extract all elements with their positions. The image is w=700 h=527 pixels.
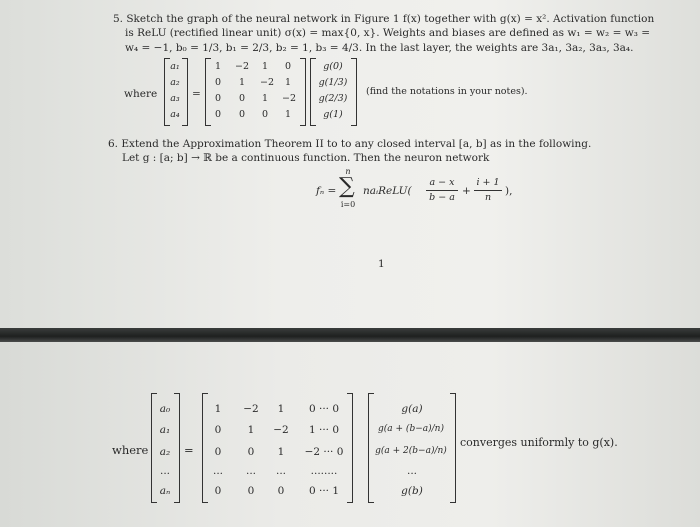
bottom-matrix-cell: −2 [243, 403, 259, 415]
problem6-line1: 6. Extend the Approximation Theorem II to to any closed interval [a, b] as in the following. [108, 138, 592, 150]
formula-body: naᵢReLU( [363, 185, 412, 197]
matrix-cell: 0 [238, 109, 246, 120]
matrix-cell: 1 [214, 61, 222, 72]
matrix-cell: 1 [284, 109, 292, 120]
matrix-cell: 0 [238, 93, 246, 104]
bottom-a-vector-entry: a₀ [159, 403, 171, 415]
g-vector-entry: g(2/3) [318, 93, 348, 104]
bottom-matrix-cell: 0 ··· 0 [308, 403, 340, 415]
bottom-matrix-cell: 0 [247, 485, 255, 497]
fraction1-bar [426, 190, 458, 191]
bottom-a-vector-right-bracket [174, 393, 180, 503]
bottom-g-vector-entry: g(a + 2(b−a)/n) [375, 446, 447, 456]
bottom-a-vector-entry: ... [159, 465, 170, 477]
bottom-matrix-cell: 0 [214, 424, 222, 436]
bottom-g-vector-entry: ... [406, 465, 417, 477]
bottom-matrix-cell: 0 [214, 485, 222, 497]
bottom-matrix-cell: 0 [214, 446, 222, 458]
where-label: where [124, 88, 158, 100]
problem6-line2: Let g : [a; b] → ℝ be a continuous function. Then the neuron network [122, 152, 490, 164]
formula-lhs: fₙ = [316, 185, 337, 197]
matrix-cell: −2 [281, 93, 296, 104]
bottom-matrix-cell: ... [212, 465, 223, 477]
fraction2-denominator: n [484, 192, 492, 203]
page-divider [0, 328, 700, 342]
matrix-cell: 0 [261, 109, 269, 120]
page-number: 1 [378, 258, 385, 270]
sum-upper-limit: n [345, 167, 351, 176]
equals-sign: = [192, 88, 201, 100]
matrix-cell: 0 [214, 93, 222, 104]
bottom-equals-sign: = [184, 443, 194, 457]
bottom-matrix-cell: ........ [310, 465, 338, 477]
formula-end: ), [505, 185, 513, 197]
bottom-g-vector-right-bracket [450, 393, 456, 503]
bottom-g-vector-entry: g(b) [401, 485, 423, 497]
a-vector-entry: a₂ [170, 77, 180, 88]
fraction1-numerator: a − x [429, 177, 455, 188]
fraction1-denominator: b − a [429, 192, 455, 203]
g-vector-entry: g(0) [323, 61, 343, 72]
bottom-g-vector-entry: g(a) [401, 403, 423, 415]
a-vector-right-bracket [182, 58, 188, 126]
fraction2-bar [474, 190, 502, 191]
a-vector-entry: a₁ [170, 61, 180, 72]
matrix-cell: 1 [261, 93, 269, 104]
bottom-matrix-cell: −2 [273, 424, 289, 436]
bottom-matrix-cell: 1 [214, 403, 222, 415]
bottom-where-label: where [112, 443, 149, 457]
problem5-line1: 5. Sketch the graph of the neural network in Figure 1 f(x) together with g(x) = x². Activation function [113, 13, 655, 25]
matrix-cell: 0 [214, 77, 222, 88]
bottom-matrix-left-bracket [202, 393, 208, 503]
bottom-matrix-cell: 1 [277, 446, 285, 458]
notation-note: (find the notations in your notes). [366, 86, 528, 97]
bottom-a-vector-entry: a₂ [159, 446, 171, 458]
plus-sign: + [462, 185, 471, 197]
matrix-cell: 1 [238, 77, 246, 88]
a-vector-entry: a₄ [170, 109, 180, 120]
problem5-line3: w₄ = −1, b₀ = 1/3, b₁ = 2/3, b₂ = 1, b₃ = 4/3. In the last layer, the weights are 3a₁, 3a₂, 3a₃, 3a₄. [125, 42, 634, 54]
bottom-matrix-cell: 0 [277, 485, 285, 497]
matrix-cell: 1 [261, 61, 269, 72]
matrix-cell: −2 [259, 77, 274, 88]
bottom-matrix-cell: ... [245, 465, 256, 477]
bottom-matrix-cell: 0 [247, 446, 255, 458]
bottom-a-vector-entry: aₙ [159, 485, 171, 497]
matrix-cell: 0 [214, 109, 222, 120]
bottom-matrix-cell: 1 [247, 424, 255, 436]
bottom-matrix-cell: 1 [277, 403, 285, 415]
matrix-cell: −2 [234, 61, 249, 72]
sum-lower-limit: i=0 [340, 200, 356, 209]
g-vector-entry: g(1) [323, 109, 343, 120]
bottom-matrix-cell: ... [275, 465, 286, 477]
matrix-cell: 0 [284, 61, 292, 72]
fraction2-numerator: i + 1 [476, 177, 500, 188]
convergence-conclusion: converges uniformly to g(x). [460, 436, 618, 449]
matrix-right-bracket [300, 58, 306, 126]
a-vector-entry: a₃ [170, 93, 180, 104]
bottom-a-vector-entry: a₁ [159, 424, 171, 436]
bottom-g-vector-entry: g(a + (b−a)/n) [378, 424, 444, 434]
problem5-line2: is ReLU (rectified linear unit) σ(x) = max{0, x}. Weights and biases are defined as w₁ = w₂ = w₃ = [125, 27, 651, 39]
bottom-matrix-cell: 1 ··· 0 [308, 424, 340, 436]
g-vector-entry: g(1/3) [318, 77, 348, 88]
bottom-matrix-cell: −2 ··· 0 [304, 446, 344, 458]
summation-sign: ∑ [339, 174, 355, 199]
matrix-cell: 1 [284, 77, 292, 88]
bottom-matrix-cell: 0 ··· 1 [308, 485, 340, 497]
